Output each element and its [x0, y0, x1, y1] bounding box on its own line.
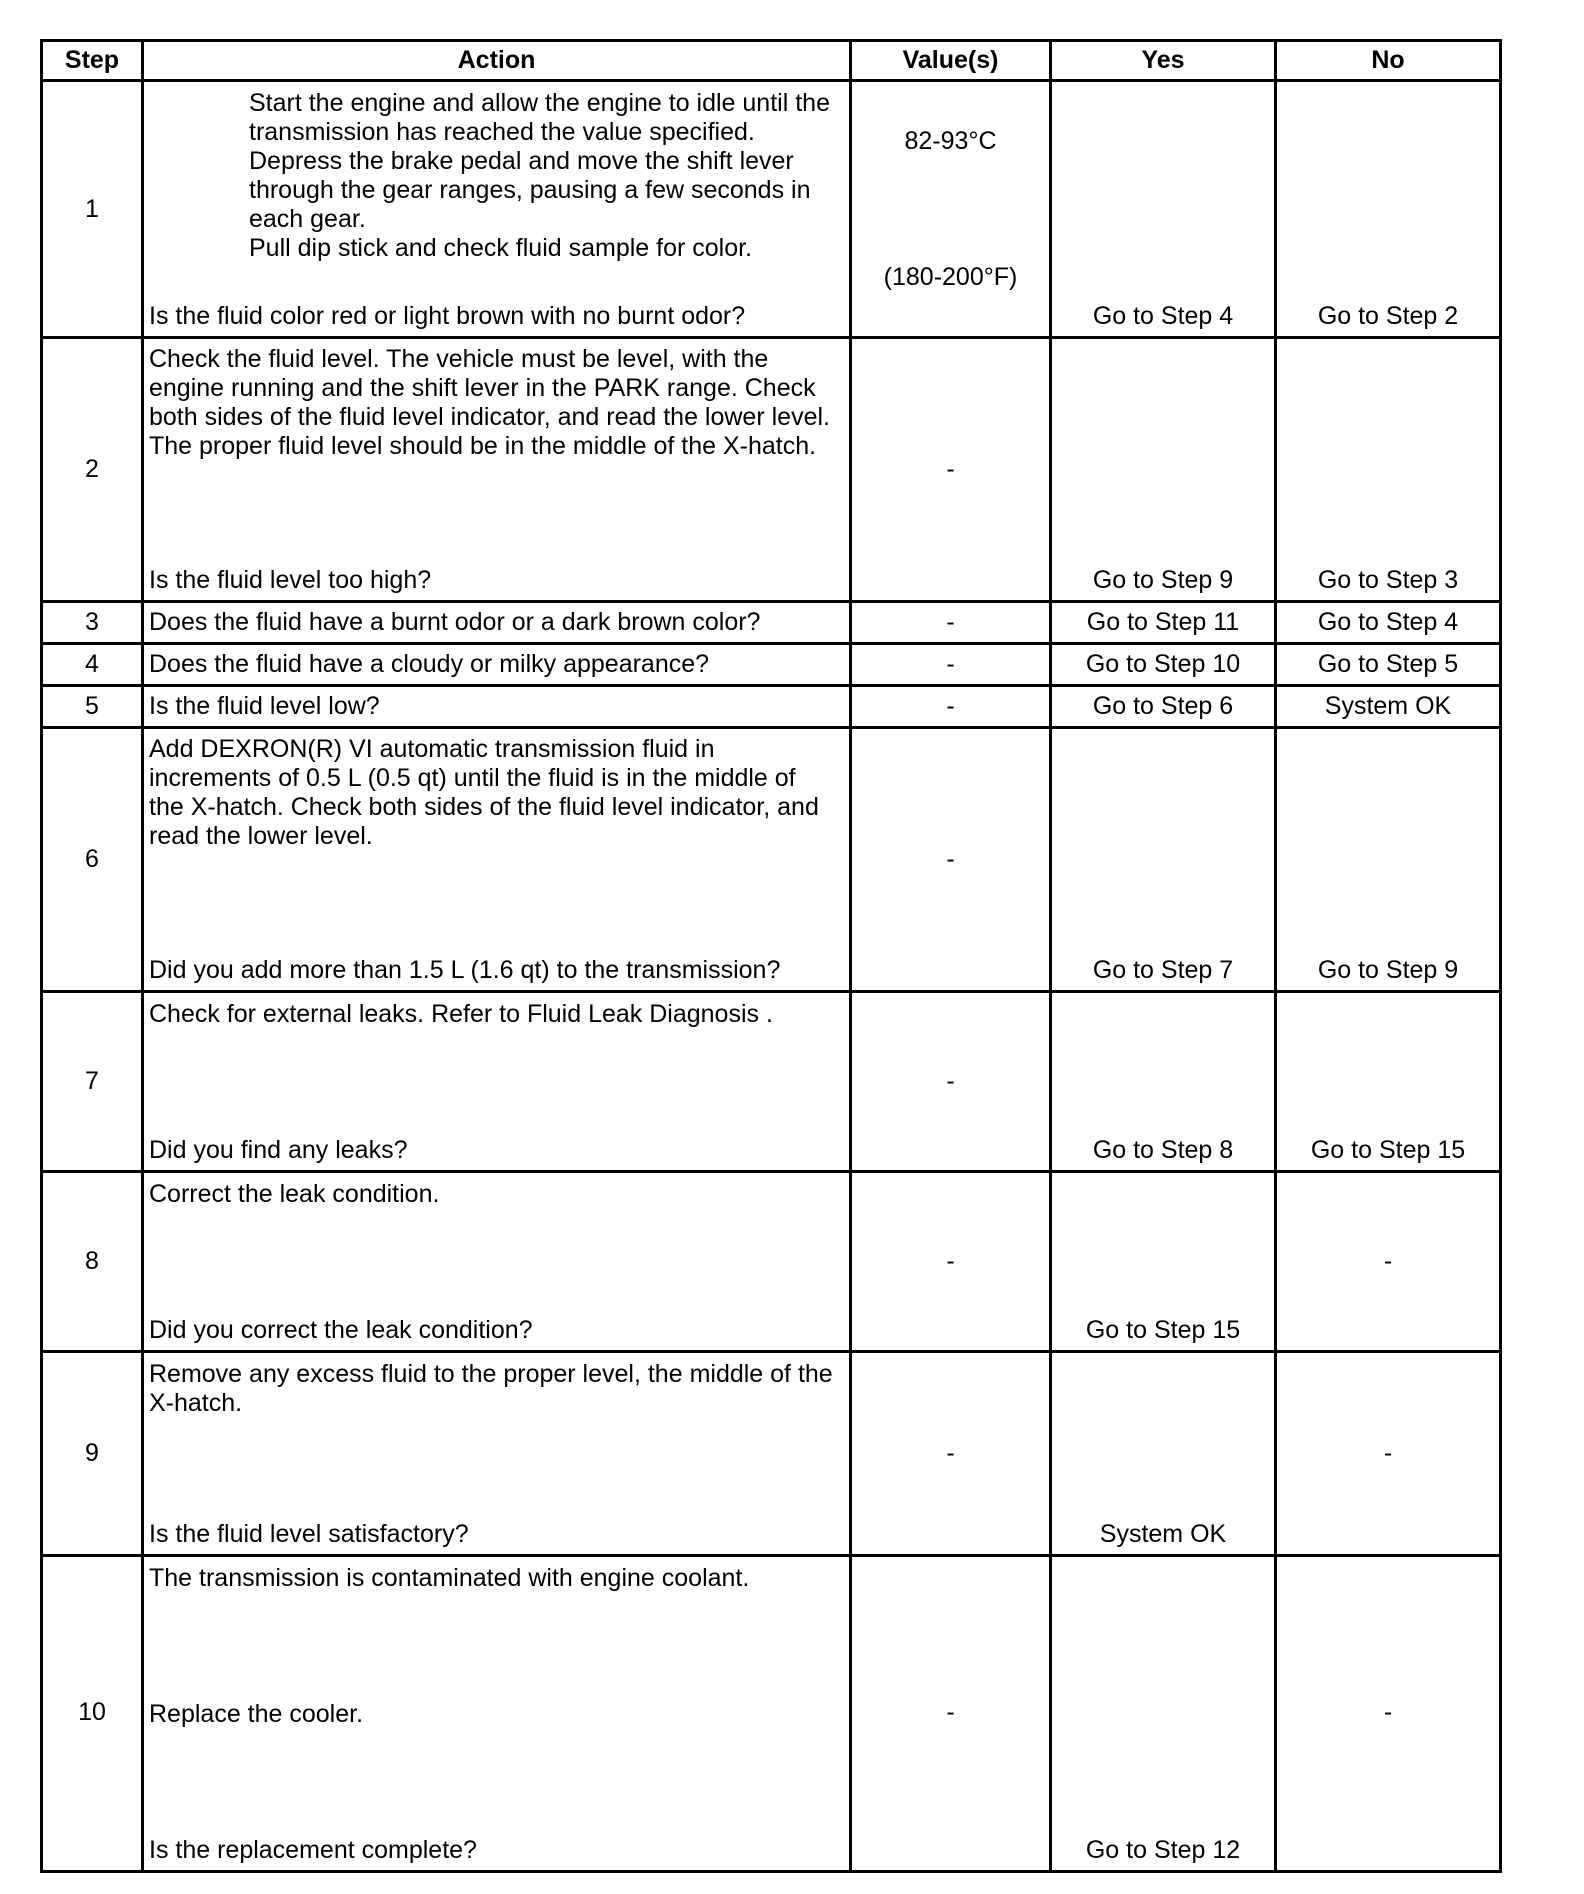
- row6-step: 6: [85, 845, 99, 873]
- row5-no: System OK: [1324, 692, 1452, 720]
- row6-yes-cell: [1049, 726, 1277, 993]
- row10-value: -: [946, 1698, 955, 1726]
- row1-no: Go to Step 2: [1317, 302, 1459, 330]
- row2-question: Is the fluid level too high?: [149, 566, 432, 594]
- row8-no: -: [1383, 1247, 1393, 1275]
- row10-action-line: The transmission is contaminated with engine coolant.: [149, 1564, 750, 1592]
- row7-question: Did you find any leaks?: [149, 1136, 408, 1164]
- row2-value: -: [946, 455, 955, 483]
- row2-action-line: engine running and the shift lever in the PARK range. Check: [149, 374, 816, 402]
- row1-values-cell: [849, 79, 1052, 339]
- row6-action-line: read the lower level.: [149, 822, 373, 850]
- header-values: Value(s): [902, 46, 999, 74]
- row3-question: Does the fluid have a burnt odor or a dark brown color?: [149, 608, 761, 636]
- row1-value-celsius: 82-93°C: [904, 127, 997, 155]
- row9-question: Is the fluid level satisfactory?: [149, 1520, 469, 1548]
- row2-no: Go to Step 3: [1317, 566, 1459, 594]
- row1-action-line: each gear.: [249, 205, 366, 233]
- row1-action-line: Depress the brake pedal and move the shift lever: [249, 147, 794, 175]
- row6-no-cell: [1274, 726, 1502, 993]
- row10-no: -: [1383, 1698, 1393, 1726]
- row10-step: 10: [78, 1698, 106, 1726]
- row6-action-line: increments of 0.5 L (0.5 qt) until the fluid is in the middle of: [149, 764, 796, 792]
- row10-yes-cell: [1049, 1554, 1277, 1873]
- row6-action-line: the X-hatch. Check both sides of the fluid level indicator, and: [149, 793, 819, 821]
- row6-yes: Go to Step 7: [1092, 956, 1234, 984]
- row8-action-line: Correct the leak condition.: [149, 1180, 440, 1208]
- header-step: Step: [64, 46, 120, 74]
- row8-value: -: [946, 1247, 955, 1275]
- row5-value: -: [946, 692, 955, 720]
- row7-step: 7: [85, 1067, 99, 1095]
- row4-yes: Go to Step 10: [1085, 650, 1241, 678]
- row2-yes: Go to Step 9: [1092, 566, 1234, 594]
- row3-step: 3: [85, 608, 99, 636]
- row5-yes: Go to Step 6: [1092, 692, 1234, 720]
- row9-yes: System OK: [1099, 1520, 1227, 1548]
- row9-value: -: [946, 1439, 955, 1467]
- row2-action-line: both sides of the fluid level indicator, and read the lower level.: [149, 403, 830, 431]
- row1-action-line: Pull dip stick and check fluid sample for color.: [249, 234, 753, 262]
- row4-step: 4: [85, 650, 99, 678]
- row9-action-line: X-hatch.: [149, 1389, 243, 1417]
- header-no: No: [1371, 46, 1405, 74]
- row3-yes: Go to Step 11: [1086, 608, 1240, 636]
- header-yes: Yes: [1141, 46, 1185, 74]
- row9-step: 9: [85, 1439, 99, 1467]
- row1-action-line: transmission has reached the value specified.: [249, 118, 755, 146]
- row7-yes: Go to Step 8: [1092, 1136, 1234, 1164]
- row6-question: Did you add more than 1.5 L (1.6 qt) to the transmission?: [149, 956, 781, 984]
- row4-no: Go to Step 5: [1317, 650, 1459, 678]
- row1-yes-cell: [1049, 79, 1277, 339]
- row7-value: -: [946, 1067, 955, 1095]
- row10-yes: Go to Step 12: [1085, 1836, 1241, 1864]
- row4-value: -: [946, 650, 955, 678]
- row9-action-line: Remove any excess fluid to the proper level, the middle of the: [149, 1360, 833, 1388]
- row1-action-line: Start the engine and allow the engine to idle until the: [249, 89, 830, 117]
- row4-question: Does the fluid have a cloudy or milky appearance?: [149, 650, 710, 678]
- row8-question: Did you correct the leak condition?: [149, 1316, 533, 1344]
- row1-no-cell: [1274, 79, 1502, 339]
- row10-middle-line: Replace the cooler.: [149, 1700, 364, 1728]
- row2-action-line: Check the fluid level. The vehicle must be level, with the: [149, 345, 769, 373]
- row2-step: 2: [85, 455, 99, 483]
- row8-step: 8: [85, 1247, 99, 1275]
- row1-action-line: through the gear ranges, pausing a few seconds in: [249, 176, 811, 204]
- row2-yes-cell: [1049, 336, 1277, 603]
- row3-no: Go to Step 4: [1317, 608, 1459, 636]
- row2-action-line: The proper fluid level should be in the middle of the X-hatch.: [149, 432, 817, 460]
- row9-no: -: [1383, 1439, 1393, 1467]
- row7-action-line: Check for external leaks. Refer to Fluid Leak Diagnosis .: [149, 1000, 773, 1028]
- row1-step: 1: [85, 195, 99, 223]
- row5-question: Is the fluid level low?: [149, 692, 380, 720]
- row6-action-line: Add DEXRON(R) VI automatic transmission fluid in: [149, 735, 715, 763]
- row3-value: -: [946, 608, 955, 636]
- row5-step: 5: [85, 692, 99, 720]
- row10-question: Is the replacement complete?: [149, 1836, 477, 1864]
- row6-no: Go to Step 9: [1317, 956, 1459, 984]
- row2-no-cell: [1274, 336, 1502, 603]
- row1-question: Is the fluid color red or light brown with no burnt odor?: [149, 302, 746, 330]
- row8-yes: Go to Step 15: [1085, 1316, 1241, 1344]
- row7-no: Go to Step 15: [1310, 1136, 1466, 1164]
- header-action: Action: [457, 46, 536, 74]
- row6-value: -: [946, 845, 955, 873]
- row1-value-fahrenheit: (180-200°F): [883, 263, 1018, 291]
- row1-yes: Go to Step 4: [1092, 302, 1234, 330]
